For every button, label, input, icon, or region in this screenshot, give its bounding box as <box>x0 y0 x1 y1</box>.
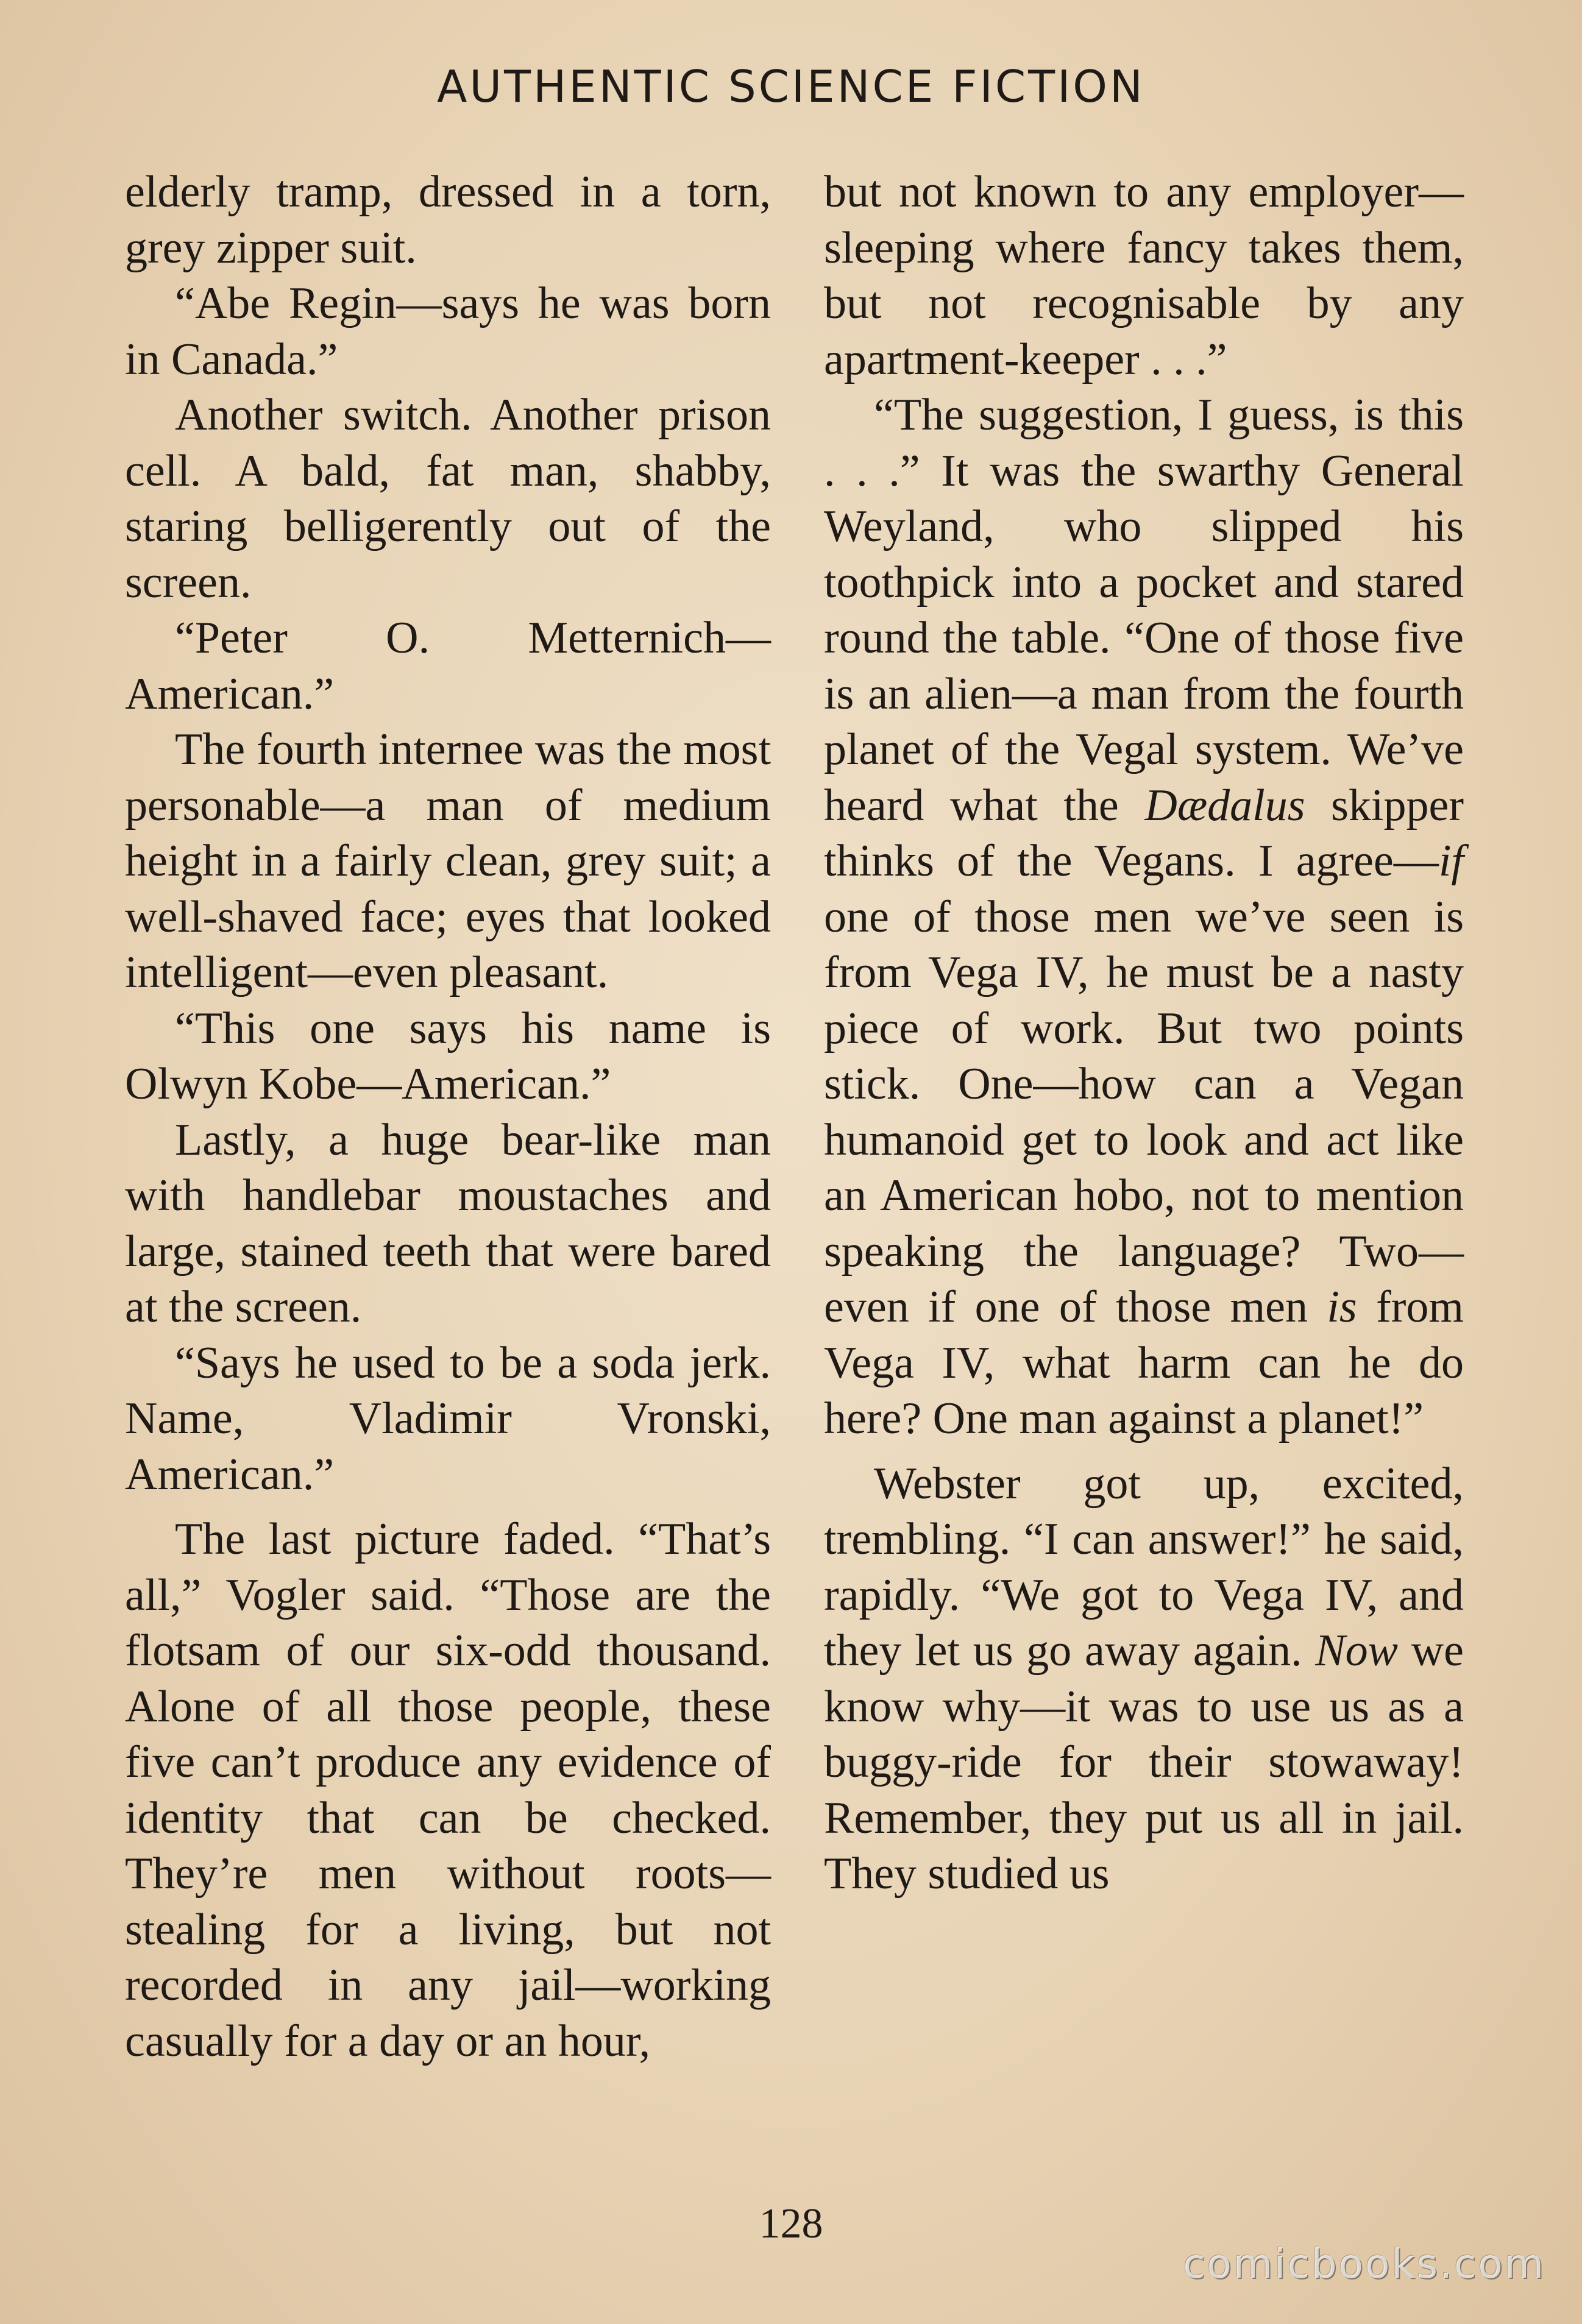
paragraph: but not known to any employer—sleeping where fancy takes them, but not recognisable by any apartment-keeper . . .” <box>824 167 1464 384</box>
text-run: skipper thinks of the Vegans. I agree— <box>824 780 1464 886</box>
paragraph: “Abe Regin—says he was born in Canada.” <box>125 278 771 384</box>
paragraph: Another switch. Another prison cell. A bald, fat man, shabby, staring belligerently out of the screen. <box>125 390 771 608</box>
text-run: Webster got up, excited, trembling. “I can answer!” he said, rapidly. “We got to Vega IV, and they let us go away again. <box>824 1458 1464 1676</box>
italic-text: Now <box>1315 1626 1398 1676</box>
paragraph: elderly tramp, dressed in a torn, grey zipper suit. <box>125 167 771 273</box>
watermark: comicbooks.com <box>1183 2241 1545 2287</box>
paragraph <box>824 388 1464 1447</box>
left-column <box>125 165 771 2069</box>
running-header: AUTHENTIC SCIENCE FICTION <box>437 61 1145 112</box>
paragraph: Lastly, a huge bear-like man with handlebar moustaches and large, stained teeth that were bared at the screen. <box>125 1114 771 1332</box>
paragraph: “Peter O. Metternich—American.” <box>125 613 771 719</box>
italic-text: Dædalus <box>1144 780 1305 831</box>
paragraph: “Says he used to be a soda jerk. Name, Vladimir Vronski, American.” <box>125 1337 771 1500</box>
page-number: 128 <box>759 2200 823 2247</box>
right-column <box>824 165 1464 1902</box>
italic-text: is <box>1327 1282 1357 1332</box>
paragraph: “This one says his name is Olwyn Kobe—American.” <box>125 1003 771 1109</box>
italic-text: if <box>1438 836 1464 886</box>
paragraph: The last picture faded. “That’s all,” Vogler said. “Those are the flotsam of our six-odd thousand. Alone of all those people, these five can’t produce any evidence of identity that can be checked. They’re men without roots—stealing for a living, but not recorded in any jail—working casually for a day or an hour, <box>125 1514 771 2066</box>
text-run: one of those men we’ve seen is from Vega IV, he must be a nasty piece of work. But two points stick. One—how can a Vegan humanoid get to look and act like an American hobo, not to mention speaking the language? Two—even if one of those men <box>824 891 1464 1332</box>
text-run: we know why—it was to use us as a buggy-ride for their stowaway! Remember, they put us all in jail. They studied us <box>824 1626 1464 1899</box>
text-run: from Vega IV, what harm can he do here? One man against a planet!” <box>824 1282 1464 1444</box>
paragraph: The fourth internee was the most personable—a man of medium height in a fairly clean, grey suit; a well-shaved face; eyes that looked intelligent—even pleasant. <box>125 724 771 997</box>
paragraph <box>824 1456 1464 1902</box>
text-run: “The suggestion, I guess, is this . . .” It was the swarthy General Weyland, who slipped his toothpick into a pocket and stared round the table. “One of those five is an alien—a man from the fourth planet of the Vegal system. We’ve heard what the <box>824 390 1464 831</box>
